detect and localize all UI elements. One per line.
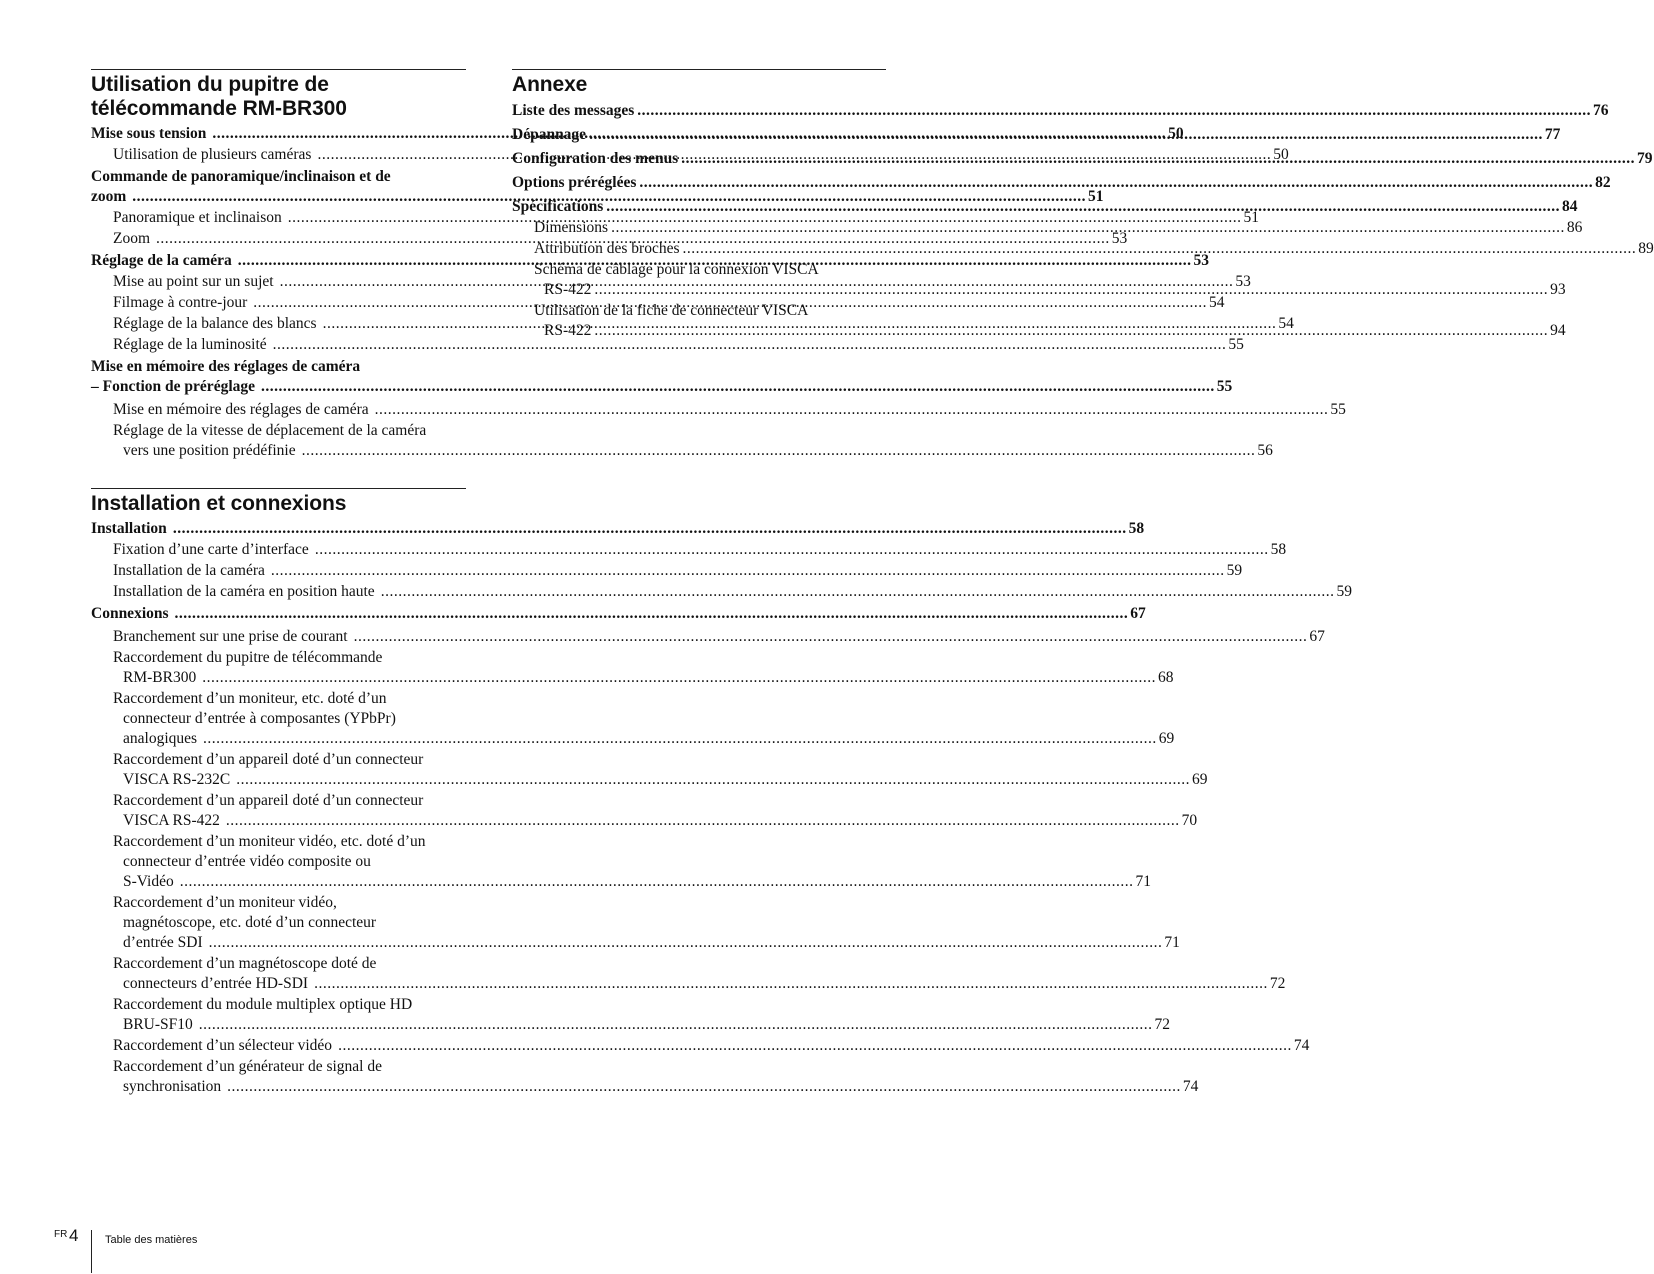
toc-subentry[interactable]: Raccordement du pupitre de télécommande RM-BR300 ..... 68	[91, 648, 466, 688]
section-title: Utilisation du pupitre de télécommande RM-BR300	[91, 73, 347, 120]
toc-entry[interactable]: Réglage de la caméra ..... 53	[91, 251, 466, 271]
toc-entry[interactable]: Spécifications ..... 84	[512, 197, 886, 217]
toc-subentry[interactable]: Attribution des broches ..... 89	[512, 239, 886, 259]
toc-subentry[interactable]: Raccordement d’un moniteur vidéo, etc. doté d’un connecteur d’entrée vidéo composite ou S-Vidéo ..... 71	[91, 832, 466, 892]
footer-page-number: 4	[69, 1226, 79, 1245]
toc-subentry[interactable]: Schéma de câblage pour la connexion VISCA RS-422 ..... 93	[512, 260, 886, 300]
section-title: Installation et connexions	[91, 492, 347, 515]
footer-section-title: Table des matières	[105, 1234, 198, 1246]
toc-subentry[interactable]: Mise en mémoire des réglages de caméra ..... 55	[91, 400, 466, 420]
toc-entry[interactable]: Installation ..... 58	[91, 519, 466, 539]
toc-subentry[interactable]: Dimensions ..... 86	[512, 218, 886, 238]
footer-language-code: FR	[54, 1229, 68, 1240]
toc-subentry[interactable]: Raccordement d’un appareil doté d’un connecteur VISCA RS-232C ..... 69	[91, 750, 466, 790]
toc-subentry[interactable]: Panoramique et inclinaison ..... 51	[91, 208, 466, 228]
toc-subentry[interactable]: Filmage à contre-jour ..... 54	[91, 293, 466, 313]
toc-subentry[interactable]: Raccordement d’un moniteur, etc. doté d’un connecteur d’entrée à composantes (YPbPr) analogiques ..... 69	[91, 689, 466, 749]
toc-subentry[interactable]: Raccordement d’un sélecteur vidéo ..... 74	[91, 1036, 466, 1056]
toc-subentry[interactable]: Branchement sur une prise de courant ..... 67	[91, 627, 466, 647]
toc-subentry[interactable]: Installation de la caméra ..... 59	[91, 561, 466, 581]
toc-subentry[interactable]: Zoom ..... 53	[91, 229, 466, 249]
toc-entry[interactable]: Options préréglées ..... 82	[512, 173, 886, 193]
section-rule	[91, 69, 466, 70]
toc-entry[interactable]: Connexions ..... 67	[91, 604, 466, 624]
toc-entry[interactable]: Mise en mémoire des réglages de caméra – Fonction de préréglage ..... 55	[91, 357, 466, 397]
toc-subentry[interactable]: Fixation d’une carte d’interface ..... 58	[91, 540, 466, 560]
section-installation	[91, 488, 1352, 1097]
toc-entry[interactable]: Commande de panoramique/inclinaison et de zoom ..... 51	[91, 167, 466, 207]
toc-subentry[interactable]: Raccordement d’un appareil doté d’un connecteur VISCA RS-422 ..... 70	[91, 791, 466, 831]
toc-subentry[interactable]: Utilisation de la fiche de connecteur VISCA RS-422 ..... 94	[512, 301, 886, 341]
footer-divider	[91, 1230, 92, 1273]
section-title: Annexe	[512, 73, 588, 96]
section-rule	[91, 488, 466, 489]
toc-subentry[interactable]: Utilisation de plusieurs caméras ..... 50	[91, 145, 466, 165]
toc-subentry[interactable]: Réglage de la luminosité ..... 55	[91, 335, 466, 355]
toc-subentry[interactable]: Raccordement d’un moniteur vidéo, magnétoscope, etc. doté d’un connecteur d’entrée SDI ..... 71	[91, 893, 466, 953]
toc-subentry[interactable]: Installation de la caméra en position haute ..... 59	[91, 582, 466, 602]
toc-subentry[interactable]: Mise au point sur un sujet ..... 53	[91, 272, 466, 292]
toc-subentry[interactable]: Réglage de la balance des blancs ..... 54	[91, 314, 466, 334]
toc-entry[interactable]: Mise sous tension ..... 50	[91, 124, 466, 144]
toc-subentry[interactable]: Raccordement d’un générateur de signal de synchronisation ..... 74	[91, 1057, 466, 1097]
toc-subentry[interactable]: Raccordement d’un magnétoscope doté de connecteurs d’entrée HD-SDI ..... 72	[91, 954, 466, 994]
toc-entry[interactable]: Liste des messages ..... 76	[512, 101, 886, 121]
toc-entry[interactable]: Configuration des menus ..... 79	[512, 149, 886, 169]
section-rule	[512, 69, 886, 70]
toc-entry[interactable]: Dépannage ..... 77	[512, 125, 886, 145]
toc-subentry[interactable]: Raccordement du module multiplex optique HD BRU-SF10 ..... 72	[91, 995, 466, 1035]
toc-subentry[interactable]: Réglage de la vitesse de déplacement de la caméra vers une position prédéfinie ..... 56	[91, 421, 466, 461]
